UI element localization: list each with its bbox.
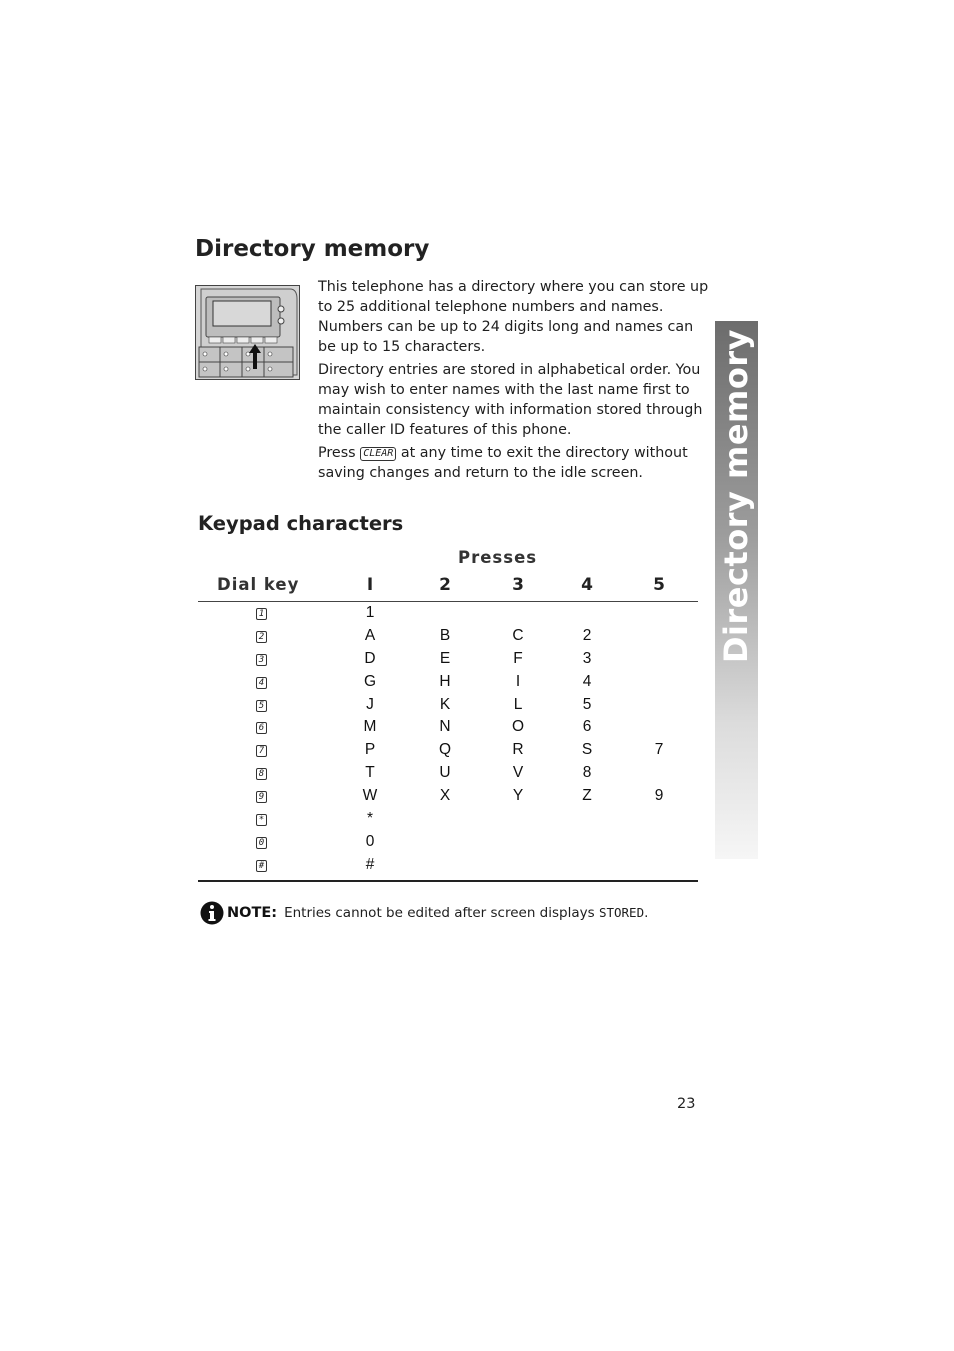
- intro-text: [318, 277, 710, 486]
- dial-key-icon: 3: [256, 654, 267, 666]
- character-cell: G: [363, 672, 377, 690]
- dial-key-icon: 2: [256, 631, 267, 643]
- table-row: [198, 763, 698, 786]
- character-cell: Z: [582, 787, 592, 805]
- table-row: [198, 649, 698, 672]
- note: [200, 900, 648, 926]
- character-cell: S: [581, 741, 593, 759]
- table-row: [198, 809, 698, 832]
- presses-label: Presses: [458, 548, 538, 567]
- character-cell: T: [365, 764, 375, 782]
- character-cell: 4: [582, 672, 592, 690]
- phone-illustration: [195, 285, 300, 380]
- table-row: [198, 695, 698, 718]
- dial-key-icon: 0: [256, 837, 267, 849]
- press-clear-paragraph: [318, 443, 710, 483]
- character-cell: W: [362, 787, 378, 805]
- note-text: [284, 905, 648, 921]
- dial-key-label: Dial key: [217, 575, 300, 594]
- character-cell: J: [366, 695, 374, 713]
- character-cell: P: [364, 741, 376, 759]
- character-cell: 9: [654, 787, 664, 805]
- character-cell: Y: [512, 787, 524, 805]
- character-cell: I: [515, 672, 521, 690]
- keypad-heading: Keypad characters: [198, 512, 404, 535]
- character-cell: 8: [582, 764, 592, 782]
- character-cell: K: [439, 695, 451, 713]
- table-top-rule: [198, 601, 698, 602]
- table-bottom-rule: [198, 880, 698, 882]
- character-cell: L: [513, 695, 523, 713]
- table-row: [198, 603, 698, 626]
- character-cell: 2: [582, 626, 592, 644]
- side-tab-label: Directory memory: [717, 328, 755, 664]
- character-cell: E: [439, 649, 451, 667]
- character-cell: C: [512, 626, 524, 644]
- character-cell: M: [363, 718, 377, 736]
- table-row: [198, 740, 698, 763]
- character-cell: D: [364, 649, 376, 667]
- clear-key: CLEAR: [360, 447, 396, 461]
- character-cell: A: [364, 626, 376, 644]
- column-header-5: 5: [653, 575, 665, 595]
- character-cell: 6: [582, 718, 592, 736]
- intro-paragraph-1: This telephone has a directory where you can store up to 25 additional telephone numbers and names. Numbers can be up to 24 digits long and names can be up to 15 characters.: [318, 279, 709, 355]
- page-number: 23: [677, 1096, 696, 1112]
- column-header-1: I: [366, 575, 374, 595]
- column-header-3: 3: [512, 575, 524, 595]
- dial-key-icon: #: [256, 860, 267, 872]
- character-cell: 5: [582, 695, 592, 713]
- character-cell: B: [439, 626, 451, 644]
- table-row: [198, 626, 698, 649]
- character-cell: 1: [365, 604, 375, 621]
- info-icon: [200, 901, 224, 925]
- table-row: [198, 672, 698, 695]
- character-cell: Q: [438, 741, 452, 759]
- table-header: [198, 574, 698, 600]
- character-cell: 0: [365, 832, 375, 850]
- keypad-table-body: [198, 603, 698, 878]
- dial-key-icon: 7: [256, 745, 267, 757]
- character-cell: N: [439, 718, 451, 736]
- note-period: .: [644, 905, 649, 921]
- dial-key-icon: 5: [256, 700, 267, 712]
- page-title: Directory memory: [195, 236, 430, 262]
- press-text: Press: [318, 445, 356, 461]
- table-row: [198, 855, 698, 878]
- table-row: [198, 832, 698, 855]
- character-cell: 3: [582, 649, 592, 667]
- character-cell: X: [439, 787, 451, 805]
- character-cell: U: [439, 764, 451, 782]
- intro-paragraph-2: Directory entries are stored in alphabetical order. You may wish to enter names with the last name first to maintain consistency with information stored through the caller ID features of this phone.: [318, 362, 703, 438]
- character-cell: H: [439, 672, 451, 690]
- dial-key-icon: 8: [256, 768, 267, 780]
- note-label: NOTE:: [227, 905, 278, 921]
- character-cell: *: [366, 810, 374, 828]
- character-cell: #: [365, 855, 375, 873]
- table-row: [198, 786, 698, 809]
- press-rest-text: at any time to exit the directory without saving changes and return to the idle screen.: [318, 445, 688, 481]
- character-cell: R: [512, 741, 524, 759]
- dial-key-icon: 4: [256, 677, 267, 689]
- dial-key-icon: 6: [256, 722, 267, 734]
- dial-key-icon: 1: [256, 608, 267, 620]
- column-header-2: 2: [439, 575, 451, 595]
- dial-key-icon: *: [256, 814, 267, 826]
- note-message: Entries cannot be edited after screen displays: [284, 905, 595, 921]
- table-row: [198, 717, 698, 740]
- dial-key-icon: 9: [256, 791, 267, 803]
- character-cell: 7: [654, 741, 664, 759]
- column-header-4: 4: [581, 575, 593, 595]
- character-cell: O: [511, 718, 525, 736]
- character-cell: F: [513, 649, 523, 667]
- stored-display-text: STORED: [598, 905, 645, 920]
- character-cell: V: [512, 764, 524, 782]
